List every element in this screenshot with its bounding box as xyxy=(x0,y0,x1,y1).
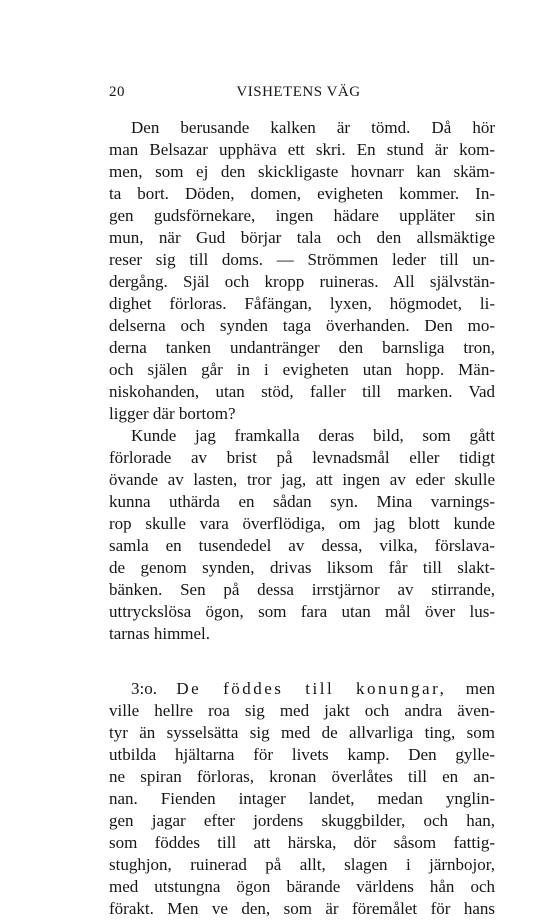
text-line: dergång. Själ och kropp ruineras. All självstän- xyxy=(109,272,495,291)
text-line: utbilda hjältarna för livets kamp. Den gylle- xyxy=(109,745,495,764)
text-line: delserna och synden taga överhanden. Den mo- xyxy=(109,316,495,335)
text-line: mun, när Gud börjar tala och den allsmäktige xyxy=(109,228,495,247)
section-gap xyxy=(109,645,495,678)
text-line: dighet förloras. Fåfängan, lyxen, högmodet, li- xyxy=(109,294,495,313)
paragraph xyxy=(109,117,495,425)
text-line: Kunde jag framkalla deras bild, som gått xyxy=(131,426,495,445)
text-line: gen jagar efter jordens skuggbilder, och han, xyxy=(109,811,495,830)
text-line: men, som ej den skickligaste hovnarr kan skäm- xyxy=(109,162,495,181)
text-line: ligger där bortom? xyxy=(109,404,236,423)
text-line: reser sig till doms. — Strömmen leder till un- xyxy=(109,250,495,269)
body-text xyxy=(109,117,495,920)
text-line: de genom synden, drivas liksom får till slakt- xyxy=(109,558,495,577)
section-first-line-rest: men xyxy=(465,679,496,698)
text-line: tarnas himmel. xyxy=(109,624,211,643)
section-heading: De föddes till konungar, xyxy=(176,679,447,698)
text-line: man Belsazar upphäva ett skri. En stund är kom- xyxy=(109,140,495,159)
text-line: samla en tusendedel av dessa, vilka, förslava- xyxy=(109,536,495,555)
text-line: kunna uthärda en sådan syn. Mina varnings- xyxy=(109,492,495,511)
text-line: som föddes till att härska, dör såsom fattig- xyxy=(109,833,495,852)
text-line: tyr än sysselsätta sig med de allvarliga ting, som xyxy=(109,723,495,742)
paragraph xyxy=(109,678,495,920)
text-line: förakt. Men ve den, som är föremålet för hans xyxy=(109,899,495,918)
text-line: ne spiran förloras, kronan överlåtes till en an- xyxy=(109,767,495,786)
text-line: stughjon, ruinerad på allt, slagen i järnbojor, xyxy=(109,855,495,874)
text-line: uttryckslösa ögon, som fara utan mål över lus- xyxy=(109,602,495,621)
text-line: gen gudsförnekare, ingen hädare uppläter sin xyxy=(109,206,495,225)
text-line: ta bort. Döden, domen, evigheten kommer. In- xyxy=(109,184,495,203)
page-number: 20 xyxy=(109,84,125,100)
section-first-line xyxy=(109,678,495,700)
text-line: rop skulle vara överflödiga, om jag blott kunde xyxy=(109,514,495,533)
paragraph xyxy=(109,425,495,645)
text-line: ville hellre roa sig med jakt och andra även- xyxy=(109,701,495,720)
text-line: derna tanken undantränger den barnsliga tron, xyxy=(109,338,495,357)
text-line: och själen går in i evigheten utan hopp. Män- xyxy=(109,360,495,379)
text-line: Den berusande kalken är tömd. Då hör xyxy=(131,118,495,137)
running-title: VISHETENS VÄG xyxy=(236,84,361,100)
page-header xyxy=(109,84,488,108)
text-line: niskohanden, utan stöd, faller till marken. Vad xyxy=(109,382,495,401)
section-number: 3:o. xyxy=(131,679,157,698)
text-line: förlorade av brist på levnadsmål eller tidigt xyxy=(109,448,495,467)
text-line: övande av lasten, tror jag, att ingen av eder skulle xyxy=(109,470,495,489)
text-line: bänken. Sen på dessa irrstjärnor av stirrande, xyxy=(109,580,495,599)
text-line: nan. Fienden intager landet, medan ynglin- xyxy=(109,789,495,808)
text-line: med utstungna ögon bärande världens hån och xyxy=(109,877,495,896)
